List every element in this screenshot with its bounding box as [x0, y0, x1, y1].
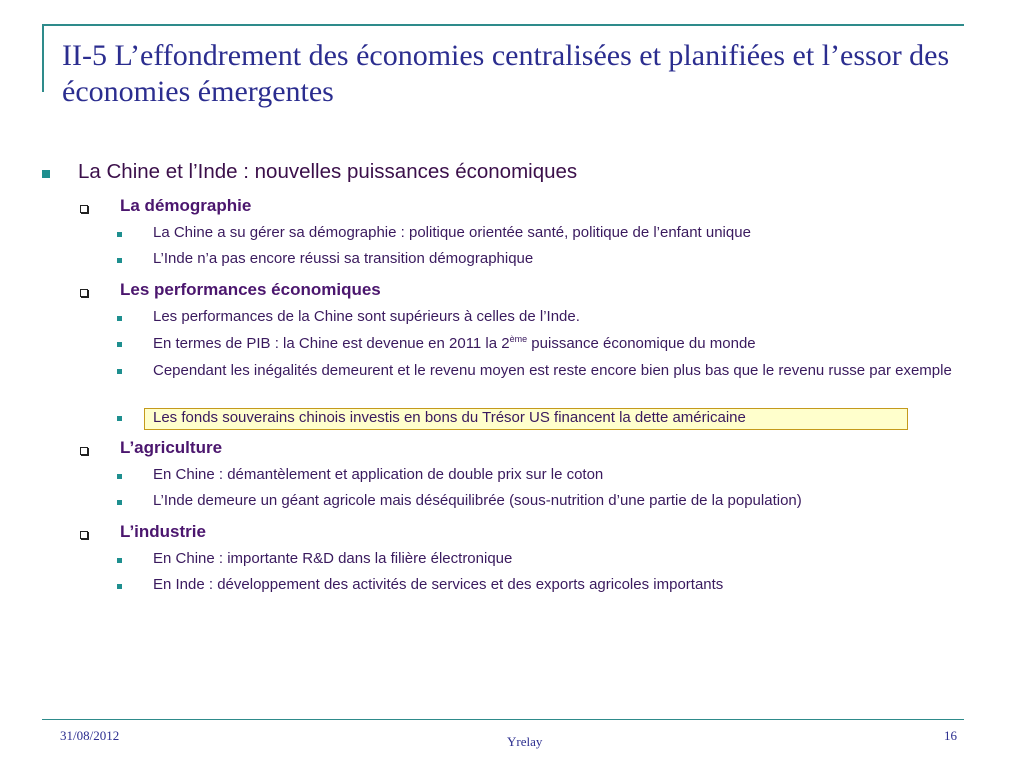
- outlined-square-bullet-icon: [80, 205, 88, 213]
- list-item-text-after: puissance économique du monde: [527, 335, 756, 352]
- highlighted-list-item: Les fonds souverains chinois investis en bons du Trésor US financent la dette américaine: [153, 409, 746, 426]
- small-square-bullet-icon: [117, 416, 122, 421]
- list-item: La Chine a su gérer sa démographie : politique orientée santé, politique de l’enfant unique: [153, 224, 751, 241]
- small-square-bullet-icon: [117, 584, 122, 589]
- frame-left-line: [42, 24, 44, 92]
- list-item: [153, 334, 756, 352]
- list-item: L’Inde demeure un géant agricole mais déséquilibrée (sous-nutrition d’une partie de la population): [153, 492, 802, 509]
- small-square-bullet-icon: [117, 342, 122, 347]
- frame-top-line: [42, 24, 964, 26]
- list-item: L’Inde n’a pas encore réussi sa transition démographique: [153, 250, 534, 267]
- main-bullet-text: La Chine et l’Inde : nouvelles puissances économiques: [78, 160, 578, 183]
- superscript-ordinal: ème: [509, 334, 528, 344]
- teal-square-bullet-icon: [42, 170, 50, 178]
- small-square-bullet-icon: [117, 258, 122, 263]
- section-heading-performances: Les performances économiques: [120, 280, 381, 299]
- list-item: En Chine : démantèlement et application de double prix sur le coton: [153, 466, 604, 483]
- small-square-bullet-icon: [117, 369, 122, 374]
- small-square-bullet-icon: [117, 232, 122, 237]
- list-item: En Chine : importante R&D dans la filière électronique: [153, 550, 513, 567]
- list-item: En Inde : développement des activités de services et des exports agricoles importants: [153, 576, 724, 593]
- section-heading-demographie: La démographie: [120, 196, 252, 215]
- footer-author: Yrelay: [507, 734, 543, 749]
- section-heading-industrie: L’industrie: [120, 522, 206, 541]
- small-square-bullet-icon: [117, 558, 122, 563]
- outlined-square-bullet-icon: [80, 531, 88, 539]
- section-heading-agriculture: L’agriculture: [120, 438, 223, 457]
- outlined-square-bullet-icon: [80, 289, 88, 297]
- small-square-bullet-icon: [117, 474, 122, 479]
- slide-title: II-5 L’effondrement des économies centralisées et planifiées et l’essor des économies émergentes: [62, 39, 950, 108]
- footer-page-number: 16: [944, 728, 957, 743]
- small-square-bullet-icon: [117, 500, 122, 505]
- small-square-bullet-icon: [117, 316, 122, 321]
- footer-divider: [42, 719, 964, 720]
- footer-date: 31/08/2012: [60, 728, 120, 743]
- list-item: Cependant les inégalités demeurent et le revenu moyen est reste encore bien plus bas que le revenu russe par exemple: [153, 362, 952, 379]
- outlined-square-bullet-icon: [80, 447, 88, 455]
- list-item: Les performances de la Chine sont supérieurs à celles de l’Inde.: [153, 308, 580, 325]
- list-item-text-before: En termes de PIB : la Chine est devenue en 2011 la 2: [153, 335, 510, 352]
